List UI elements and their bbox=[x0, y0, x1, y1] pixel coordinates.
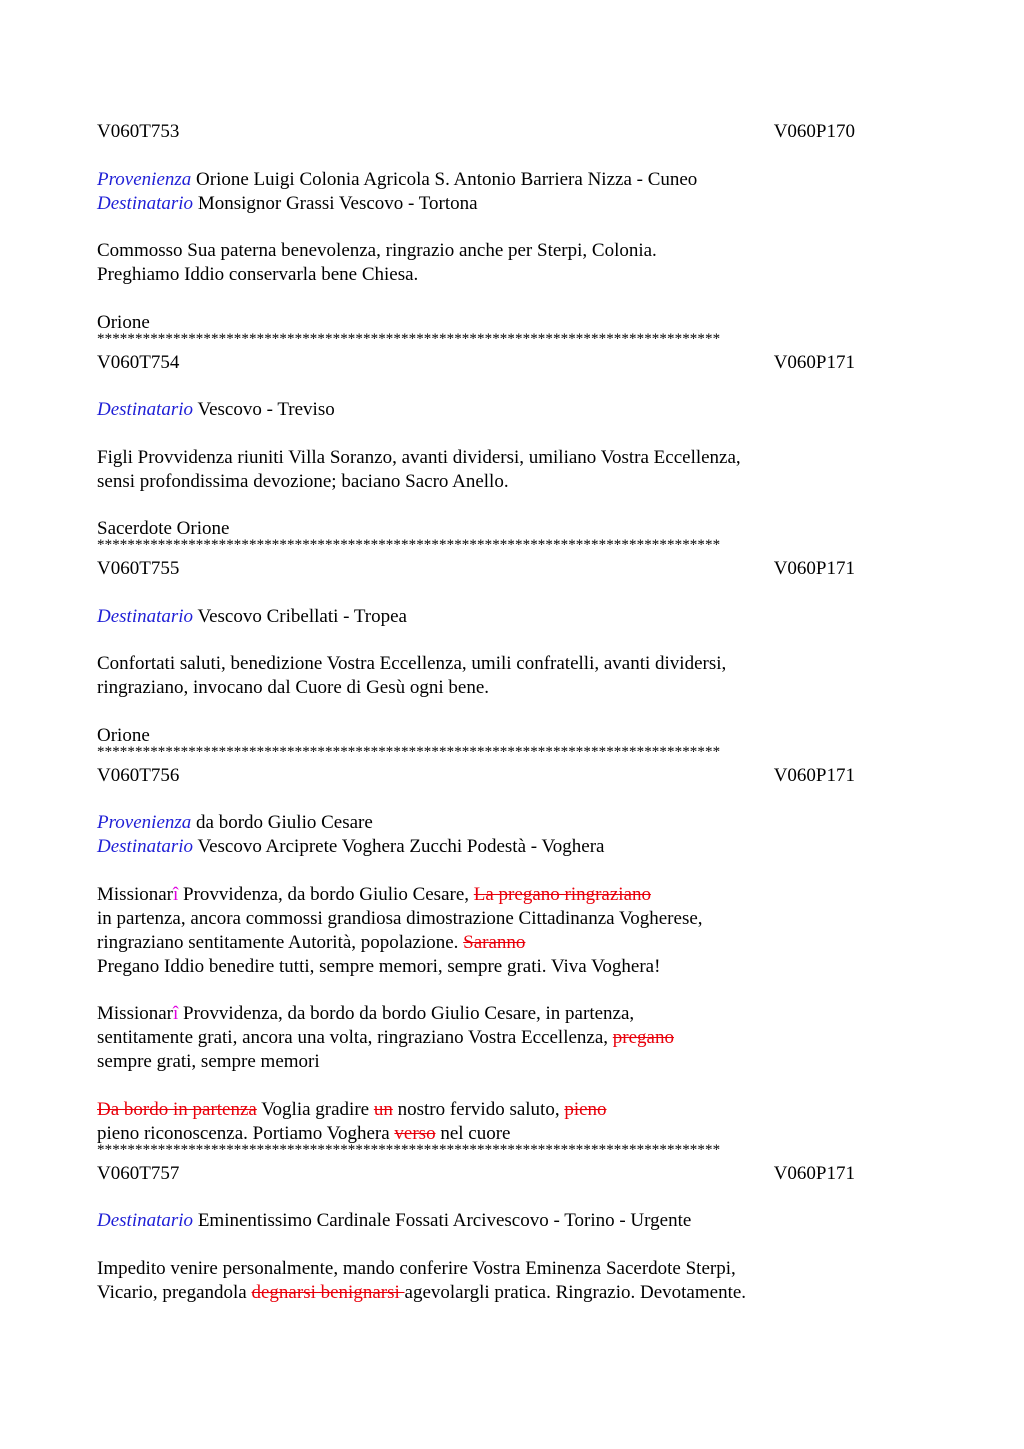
destinatario-line bbox=[97, 192, 927, 216]
document-page bbox=[97, 120, 927, 1305]
page-ref: V060P171 bbox=[773, 351, 855, 373]
provenienza-value: da bordo Giulio Cesare bbox=[196, 812, 373, 833]
destinatario-value: Eminentissimo Cardinale Fossati Arcivescovo - Torino - Urgente bbox=[197, 1210, 692, 1231]
separator: ********************************************************************************** bbox=[97, 1141, 721, 1158]
page-ref: V060P171 bbox=[773, 1162, 855, 1184]
destinatario-line bbox=[97, 605, 927, 629]
separator: ********************************************************************************** bbox=[97, 330, 721, 347]
signature: Sacerdote Orione bbox=[97, 518, 230, 539]
body-line: pieno riconoscenza. Portiamo Voghera verso nel cuore bbox=[97, 1122, 511, 1144]
deleted-text: pieno bbox=[564, 1098, 607, 1120]
body-line: Missionarî Provvidenza, da bordo da bordo Giulio Cesare, in partenza, bbox=[97, 1003, 635, 1024]
body-line: sensi profondissima devozione; baciano Sacro Anello. bbox=[97, 470, 509, 492]
body-line: ringraziano sentitamente Autorità, popolazione. Saranno bbox=[97, 931, 526, 953]
body-line: Figli Provvidenza riuniti Villa Soranzo, avanti dividersi, umiliano Vostra Eccellenza, bbox=[97, 446, 741, 468]
accent-mark: î bbox=[173, 1003, 179, 1024]
page-ref: V060P171 bbox=[773, 764, 855, 786]
destinatario-value: Vescovo Arciprete Voghera Zucchi Podestà - Voghera bbox=[197, 836, 605, 857]
body-line: Commosso Sua paterna benevolenza, ringrazio anche per Sterpi, Colonia. bbox=[97, 240, 657, 261]
deleted-text: Saranno bbox=[463, 931, 526, 953]
entry-code: V060T755 bbox=[97, 558, 180, 579]
accent-mark: î bbox=[173, 883, 179, 905]
body-line: Impedito venire personalmente, mando conferire Vostra Eminenza Sacerdote Sterpi, bbox=[97, 1257, 736, 1279]
body-line: sempre grati, sempre memori bbox=[97, 1051, 320, 1072]
entry-code: V060T757 bbox=[97, 1162, 180, 1184]
entry-code: V060T756 bbox=[97, 764, 180, 786]
separator: ********************************************************************************** bbox=[97, 537, 721, 553]
entry-code: V060T753 bbox=[97, 121, 180, 142]
body-line: Missionarî Provvidenza, da bordo Giulio Cesare, La pregano ringraziano bbox=[97, 883, 652, 905]
provenienza-line bbox=[97, 811, 927, 835]
destinatario-label: Destinatario bbox=[97, 1210, 194, 1231]
entry-header bbox=[97, 557, 855, 581]
destinatario-value: Monsignor Grassi Vescovo - Tortona bbox=[197, 192, 478, 214]
deleted-text: Da bordo in partenza bbox=[97, 1098, 257, 1120]
body-line: Pregano Iddio benedire tutti, sempre memori, sempre grati. Viva Voghera! bbox=[97, 955, 661, 977]
destinatario-label: Destinatario bbox=[97, 836, 194, 857]
page-ref: V060P171 bbox=[773, 558, 855, 579]
entry-header bbox=[97, 764, 855, 788]
body-line: in partenza, ancora commossi grandiosa dimostrazione Cittadinanza Vogherese, bbox=[97, 907, 703, 929]
entry-header bbox=[97, 120, 855, 144]
destinatario-line bbox=[97, 1209, 927, 1233]
destinatario-line bbox=[97, 835, 927, 859]
deleted-text: verso bbox=[394, 1122, 436, 1144]
body-line: sentitamente grati, ancora una volta, ringraziano Vostra Eccellenza, pregano bbox=[97, 1027, 674, 1048]
destinatario-label: Destinatario bbox=[97, 192, 194, 214]
separator: ********************************************************************************** bbox=[97, 743, 721, 760]
provenienza-value: Orione Luigi Colonia Agricola S. Antonio Barriera Nizza - Cuneo bbox=[196, 168, 698, 190]
destinatario-line bbox=[97, 398, 927, 422]
provenienza-label: Provenienza bbox=[97, 168, 192, 190]
signature: Orione bbox=[97, 311, 150, 333]
provenienza-label: Provenienza bbox=[97, 812, 192, 833]
destinatario-label: Destinatario bbox=[97, 605, 194, 627]
deleted-text: degnarsi benignarsi bbox=[251, 1281, 405, 1303]
body-line: ringraziano, invocano dal Cuore di Gesù ogni bene. bbox=[97, 677, 490, 698]
provenienza-line bbox=[97, 168, 927, 192]
entry-code: V060T754 bbox=[97, 351, 180, 373]
destinatario-label: Destinatario bbox=[97, 399, 194, 420]
page-ref: V060P170 bbox=[773, 121, 855, 142]
entry-header bbox=[97, 351, 855, 375]
signature: Orione bbox=[97, 724, 150, 746]
deleted-text: pregano bbox=[612, 1027, 674, 1048]
body-line: Da bordo in partenza Voglia gradire un nostro fervido saluto, pieno bbox=[97, 1098, 607, 1120]
body-line: Confortati saluti, benedizione Vostra Eccellenza, umili confratelli, avanti dividersi, bbox=[97, 653, 727, 674]
destinatario-value: Vescovo - Treviso bbox=[197, 399, 335, 420]
body-line: Preghiamo Iddio conservarla bene Chiesa. bbox=[97, 264, 419, 285]
deleted-text: La pregano ringraziano bbox=[473, 883, 652, 905]
body-line: Vicario, pregandola degnarsi benignarsi agevolargli pratica. Ringrazio. Devotamente. bbox=[97, 1281, 747, 1303]
deleted-text: un bbox=[373, 1098, 393, 1120]
destinatario-value: Vescovo Cribellati - Tropea bbox=[197, 605, 407, 627]
entry-header bbox=[97, 1162, 855, 1186]
